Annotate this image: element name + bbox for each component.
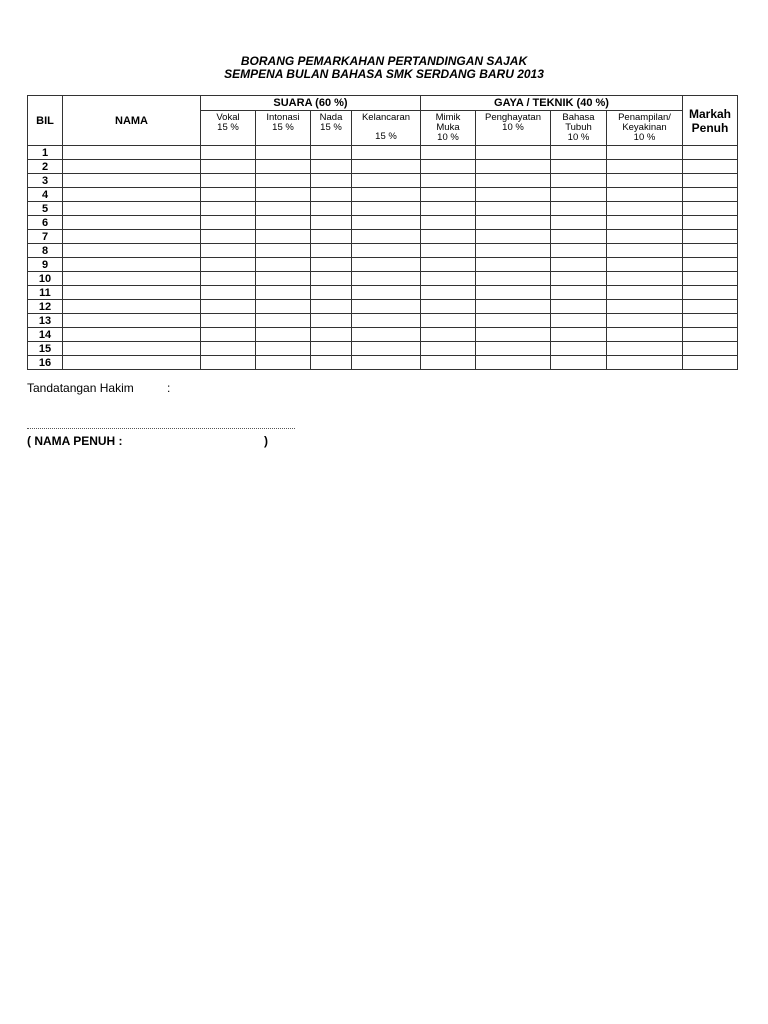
- total-cell[interactable]: [683, 258, 738, 272]
- name-cell[interactable]: [63, 258, 201, 272]
- score-cell[interactable]: [352, 272, 421, 286]
- score-cell[interactable]: [256, 202, 311, 216]
- score-cell[interactable]: [421, 286, 476, 300]
- score-cell[interactable]: [311, 160, 352, 174]
- score-cell[interactable]: [551, 342, 607, 356]
- score-cell[interactable]: [607, 160, 683, 174]
- score-cell[interactable]: [201, 146, 256, 160]
- name-cell[interactable]: [63, 300, 201, 314]
- score-cell[interactable]: [311, 314, 352, 328]
- row-number: 5: [28, 202, 63, 216]
- score-cell[interactable]: [352, 202, 421, 216]
- table-row: [28, 356, 738, 370]
- score-cell[interactable]: [201, 188, 256, 202]
- full-name-close: ): [264, 434, 268, 448]
- score-cell[interactable]: [311, 328, 352, 342]
- header-intonasi: Intonasi 15 %: [256, 111, 311, 146]
- score-cell[interactable]: [201, 160, 256, 174]
- score-cell[interactable]: [607, 286, 683, 300]
- score-cell[interactable]: [311, 356, 352, 370]
- score-cell[interactable]: [476, 230, 551, 244]
- form-title: [0, 55, 768, 81]
- score-cell[interactable]: [421, 328, 476, 342]
- score-cell[interactable]: [256, 300, 311, 314]
- table-row: [28, 160, 738, 174]
- score-cell[interactable]: [311, 216, 352, 230]
- name-cell[interactable]: [63, 356, 201, 370]
- score-cell[interactable]: [256, 216, 311, 230]
- name-cell[interactable]: [63, 244, 201, 258]
- total-cell[interactable]: [683, 244, 738, 258]
- name-cell[interactable]: [63, 146, 201, 160]
- score-cell[interactable]: [421, 356, 476, 370]
- score-cell[interactable]: [551, 328, 607, 342]
- total-cell[interactable]: [683, 342, 738, 356]
- score-cell[interactable]: [607, 216, 683, 230]
- row-number: 4: [28, 188, 63, 202]
- score-cell[interactable]: [551, 286, 607, 300]
- score-cell[interactable]: [551, 230, 607, 244]
- signature-label: Tandatangan Hakim: [27, 381, 134, 395]
- score-cell[interactable]: [607, 244, 683, 258]
- name-cell[interactable]: [63, 174, 201, 188]
- score-cell[interactable]: [352, 188, 421, 202]
- table-row: [28, 272, 738, 286]
- score-cell[interactable]: [476, 356, 551, 370]
- header-gaya-group: GAYA / TEKNIK (40 %): [421, 96, 683, 111]
- header-penghayatan: Penghayatan 10 %: [476, 111, 551, 146]
- row-number: 8: [28, 244, 63, 258]
- score-cell[interactable]: [352, 146, 421, 160]
- score-cell[interactable]: [201, 258, 256, 272]
- score-cell[interactable]: [421, 314, 476, 328]
- name-cell[interactable]: [63, 202, 201, 216]
- score-cell[interactable]: [311, 272, 352, 286]
- score-cell[interactable]: [421, 300, 476, 314]
- score-cell[interactable]: [551, 258, 607, 272]
- table-row: [28, 286, 738, 300]
- score-cell[interactable]: [476, 286, 551, 300]
- score-cell[interactable]: [256, 272, 311, 286]
- score-cell[interactable]: [551, 202, 607, 216]
- total-cell[interactable]: [683, 300, 738, 314]
- score-cell[interactable]: [607, 230, 683, 244]
- score-cell[interactable]: [476, 258, 551, 272]
- score-cell[interactable]: [201, 314, 256, 328]
- score-cell[interactable]: [352, 160, 421, 174]
- score-cell[interactable]: [352, 258, 421, 272]
- total-cell[interactable]: [683, 286, 738, 300]
- table-row: [28, 188, 738, 202]
- score-cell[interactable]: [256, 160, 311, 174]
- score-cell[interactable]: [476, 160, 551, 174]
- score-cell[interactable]: [201, 244, 256, 258]
- score-cell[interactable]: [201, 272, 256, 286]
- total-cell[interactable]: [683, 230, 738, 244]
- score-cell[interactable]: [311, 244, 352, 258]
- score-cell[interactable]: [352, 328, 421, 342]
- score-cell[interactable]: [421, 160, 476, 174]
- total-cell[interactable]: [683, 272, 738, 286]
- score-cell[interactable]: [256, 244, 311, 258]
- score-cell[interactable]: [311, 286, 352, 300]
- row-number: 11: [28, 286, 63, 300]
- score-cell[interactable]: [476, 188, 551, 202]
- score-cell[interactable]: [476, 216, 551, 230]
- header-bil: BIL: [28, 96, 63, 146]
- score-cell[interactable]: [256, 328, 311, 342]
- score-cell[interactable]: [352, 342, 421, 356]
- score-cell[interactable]: [476, 202, 551, 216]
- score-cell[interactable]: [607, 300, 683, 314]
- total-cell[interactable]: [683, 216, 738, 230]
- score-cell[interactable]: [607, 258, 683, 272]
- score-cell[interactable]: [421, 146, 476, 160]
- table-row: [28, 216, 738, 230]
- score-cell[interactable]: [607, 356, 683, 370]
- total-cell[interactable]: [683, 160, 738, 174]
- score-cell[interactable]: [607, 202, 683, 216]
- score-cell[interactable]: [311, 230, 352, 244]
- score-cell[interactable]: [421, 272, 476, 286]
- score-cell[interactable]: [201, 174, 256, 188]
- table-row: [28, 258, 738, 272]
- score-cell[interactable]: [311, 188, 352, 202]
- table-row: [28, 202, 738, 216]
- score-cell[interactable]: [352, 286, 421, 300]
- table-row: [28, 244, 738, 258]
- score-cell[interactable]: [311, 146, 352, 160]
- score-cell[interactable]: [476, 300, 551, 314]
- row-number: 3: [28, 174, 63, 188]
- table-body: [28, 146, 738, 370]
- score-cell[interactable]: [256, 314, 311, 328]
- score-cell[interactable]: [551, 272, 607, 286]
- header-vokal: Vokal 15 %: [201, 111, 256, 146]
- name-cell[interactable]: [63, 342, 201, 356]
- table-row: [28, 328, 738, 342]
- total-cell[interactable]: [683, 202, 738, 216]
- total-cell[interactable]: [683, 356, 738, 370]
- header-kelancaran: Kelancaran 15 %: [352, 111, 421, 146]
- header-suara-group: SUARA (60 %): [201, 96, 421, 111]
- score-cell[interactable]: [201, 216, 256, 230]
- score-cell[interactable]: [421, 342, 476, 356]
- full-name-label: ( NAMA PENUH :: [27, 434, 123, 448]
- score-cell[interactable]: [421, 216, 476, 230]
- score-cell[interactable]: [607, 342, 683, 356]
- header-nama: NAMA: [63, 96, 201, 146]
- row-number: 2: [28, 160, 63, 174]
- table-header-row-1: [28, 96, 738, 111]
- score-cell[interactable]: [476, 244, 551, 258]
- score-cell[interactable]: [607, 146, 683, 160]
- score-cell[interactable]: [352, 174, 421, 188]
- score-cell[interactable]: [551, 244, 607, 258]
- score-cell[interactable]: [256, 342, 311, 356]
- score-cell[interactable]: [476, 314, 551, 328]
- score-cell[interactable]: [476, 272, 551, 286]
- table-row: [28, 230, 738, 244]
- score-cell[interactable]: [476, 328, 551, 342]
- name-cell[interactable]: [63, 160, 201, 174]
- score-cell[interactable]: [551, 314, 607, 328]
- row-number: 6: [28, 216, 63, 230]
- score-cell[interactable]: [551, 188, 607, 202]
- score-cell[interactable]: [551, 174, 607, 188]
- score-cell[interactable]: [476, 146, 551, 160]
- score-cell[interactable]: [352, 244, 421, 258]
- score-cell[interactable]: [311, 300, 352, 314]
- table-row: [28, 314, 738, 328]
- score-cell[interactable]: [551, 356, 607, 370]
- row-number: 7: [28, 230, 63, 244]
- header-penampilan-keyakinan: Penampilan/ Keyakinan 10 %: [607, 111, 683, 146]
- score-cell[interactable]: [607, 328, 683, 342]
- row-number: 16: [28, 356, 63, 370]
- score-cell[interactable]: [201, 230, 256, 244]
- total-cell[interactable]: [683, 174, 738, 188]
- score-cell[interactable]: [551, 146, 607, 160]
- header-bahasa-tubuh: Bahasa Tubuh 10 %: [551, 111, 607, 146]
- table-row: [28, 300, 738, 314]
- total-cell[interactable]: [683, 188, 738, 202]
- row-number: 9: [28, 258, 63, 272]
- score-cell[interactable]: [311, 342, 352, 356]
- score-cell[interactable]: [352, 300, 421, 314]
- name-cell[interactable]: [63, 272, 201, 286]
- scoring-table: [27, 95, 738, 370]
- score-cell[interactable]: [551, 216, 607, 230]
- score-cell[interactable]: [352, 356, 421, 370]
- row-number: 15: [28, 342, 63, 356]
- score-cell[interactable]: [311, 258, 352, 272]
- table-row: [28, 146, 738, 160]
- score-cell[interactable]: [201, 300, 256, 314]
- name-cell[interactable]: [63, 230, 201, 244]
- name-cell[interactable]: [63, 188, 201, 202]
- score-cell[interactable]: [256, 258, 311, 272]
- header-markah-penuh: Markah Penuh: [683, 96, 738, 146]
- score-cell[interactable]: [201, 202, 256, 216]
- score-cell[interactable]: [201, 286, 256, 300]
- score-cell[interactable]: [551, 300, 607, 314]
- score-cell[interactable]: [256, 230, 311, 244]
- total-cell[interactable]: [683, 328, 738, 342]
- total-cell[interactable]: [683, 314, 738, 328]
- score-cell[interactable]: [551, 160, 607, 174]
- score-cell[interactable]: [311, 202, 352, 216]
- name-cell[interactable]: [63, 286, 201, 300]
- score-cell[interactable]: [421, 188, 476, 202]
- score-cell[interactable]: [476, 342, 551, 356]
- signature-line: [27, 428, 295, 429]
- score-cell[interactable]: [311, 174, 352, 188]
- score-cell[interactable]: [607, 174, 683, 188]
- score-cell[interactable]: [421, 230, 476, 244]
- score-cell[interactable]: [256, 174, 311, 188]
- row-number: 1: [28, 146, 63, 160]
- score-cell[interactable]: [256, 356, 311, 370]
- row-number: 14: [28, 328, 63, 342]
- signature-colon: :: [167, 381, 171, 395]
- score-cell[interactable]: [476, 174, 551, 188]
- row-number: 12: [28, 300, 63, 314]
- score-cell[interactable]: [201, 328, 256, 342]
- score-cell[interactable]: [201, 356, 256, 370]
- name-cell[interactable]: [63, 314, 201, 328]
- score-cell[interactable]: [607, 272, 683, 286]
- score-cell[interactable]: [421, 244, 476, 258]
- score-cell[interactable]: [201, 342, 256, 356]
- score-cell[interactable]: [421, 258, 476, 272]
- title-line-1: BORANG PEMARKAHAN PERTANDINGAN SAJAK: [240, 54, 528, 68]
- score-cell[interactable]: [256, 286, 311, 300]
- name-cell[interactable]: [63, 328, 201, 342]
- total-cell[interactable]: [683, 146, 738, 160]
- header-nada: Nada 15 %: [311, 111, 352, 146]
- table-row: [28, 174, 738, 188]
- score-cell[interactable]: [607, 188, 683, 202]
- score-cell[interactable]: [352, 314, 421, 328]
- score-cell[interactable]: [256, 146, 311, 160]
- header-mimik-muka: Mimik Muka 10 %: [421, 111, 476, 146]
- score-cell[interactable]: [607, 314, 683, 328]
- row-number: 10: [28, 272, 63, 286]
- score-cell[interactable]: [421, 202, 476, 216]
- score-cell[interactable]: [256, 188, 311, 202]
- row-number: 13: [28, 314, 63, 328]
- score-cell[interactable]: [352, 216, 421, 230]
- score-cell[interactable]: [352, 230, 421, 244]
- score-cell[interactable]: [421, 174, 476, 188]
- table-row: [28, 342, 738, 356]
- name-cell[interactable]: [63, 216, 201, 230]
- title-line-2: SEMPENA BULAN BAHASA SMK SERDANG BARU 2013: [224, 67, 544, 81]
